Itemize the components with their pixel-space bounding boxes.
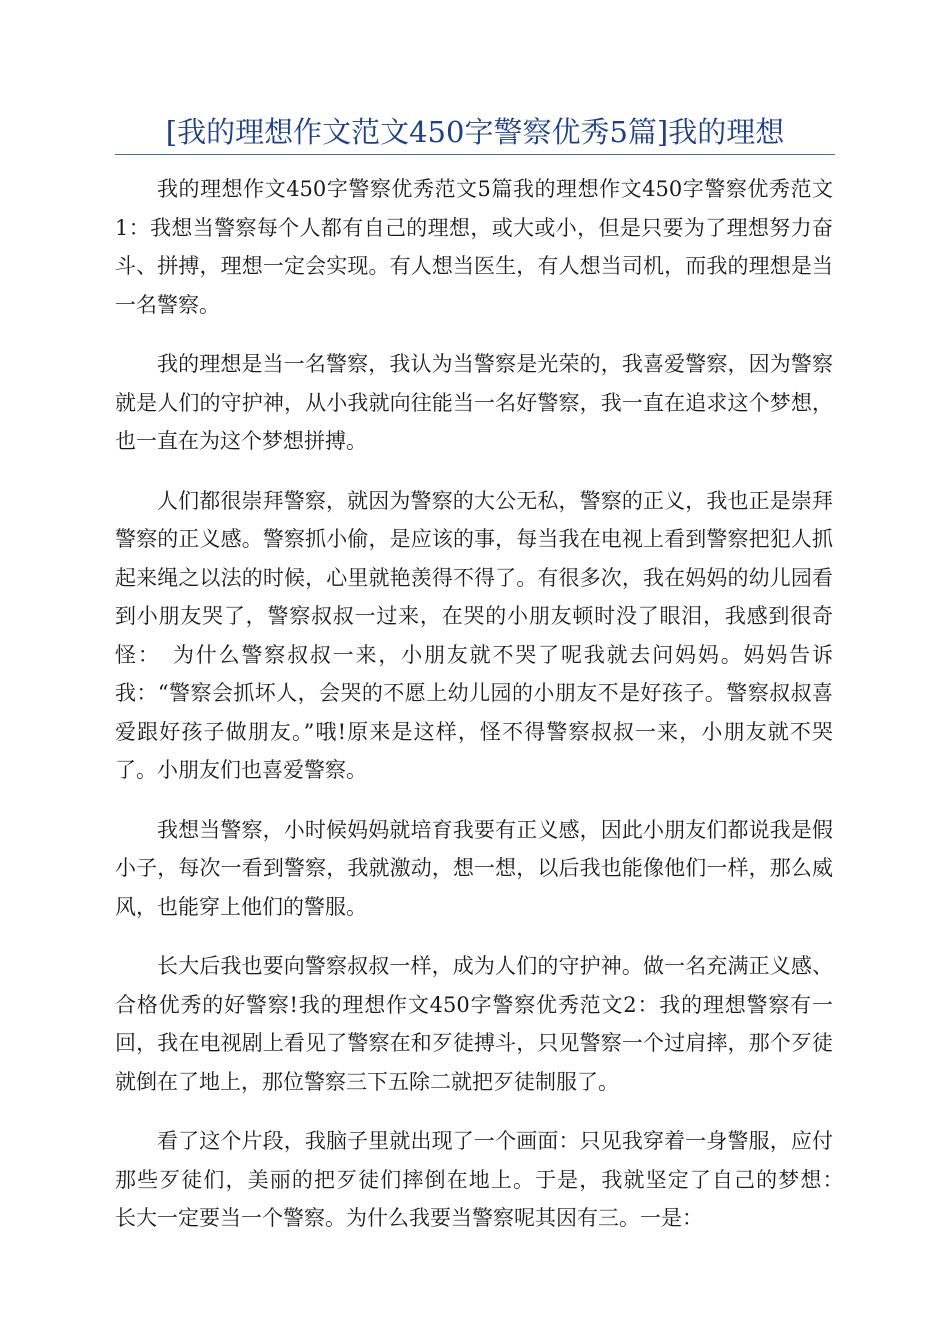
paragraph: 我的理想作文450字警察优秀范文5篇我的理想作文450字警察优秀范文1：我想当警察每个人都有自己的理想，或大或小，但是只要为了理想努力奋斗、拼搏，理想一定会实现。有人想当医生，有人想当司机，而我的理想是当一名警察。 bbox=[115, 177, 833, 317]
paragraph: 看了这个片段，我脑子里就出现了一个画面：只见我穿着一身警服，应付那些歹徒们，美丽的把歹徒们摔倒在地上。于是，我就坚定了自己的梦想： 长大一定要当一个警察。为什么我要当警察呢其因有三。一是： bbox=[115, 1129, 854, 1230]
title-underline bbox=[115, 154, 835, 155]
paragraph: 长大后我也要向警察叔叔一样，成为人们的守护神。做一名充满正义感、合格优秀的好警察!我的理想作文450字警察优秀范文2：我的理想警察有一回，我在电视剧上看见了警察在和歹徒搏斗，只见警察一个过肩摔，那个歹徒就倒在了地上，那位警察三下五除二就把歹徒制服了。 bbox=[115, 954, 833, 1094]
paragraph: 我想当警察，小时候妈妈就培育我要有正义感，因此小朋友们都说我是假小子，每次一看到警察，我就激动，想一想，以后我也能像他们一样，那么威风，也能穿上他们的警服。 bbox=[115, 817, 833, 919]
paragraph: 我的理想是当一名警察，我认为当警察是光荣的，我喜爱警察，因为警察就是人们的守护神，从小我就向往能当一名好警察，我一直在追求这个梦想，也一直在为这个梦想拼搏。 bbox=[115, 352, 833, 453]
document-body bbox=[115, 170, 854, 1259]
document-title: [我的理想作文范文450字警察优秀5篇]我的理想 bbox=[165, 115, 785, 149]
paragraph: 人们都很崇拜警察，就因为警察的大公无私，警察的正义，我也正是崇拜警察的正义感。警察抓小偷，是应该的事，每当我在电视上看到警察把犯人抓起来绳之以法的时候，心里就艳羡得不得了。有很多次，我在妈妈的幼儿园看到小朋友哭了，警察叔叔一过来，在哭的小朋友顿时没了眼泪，我感到很奇怪： 为什么警察叔叔一来，小朋友就不哭了呢我就去问妈妈。妈妈告诉我：“警察会抓坏人，会哭的不愿上幼儿园的小朋友不是好孩子。警察叔叔喜爱跟好孩子做朋友。”哦!原来是这样，怪不得警察叔叔一来，小朋友就不哭了。小朋友们也喜爱警察。 bbox=[115, 488, 833, 782]
